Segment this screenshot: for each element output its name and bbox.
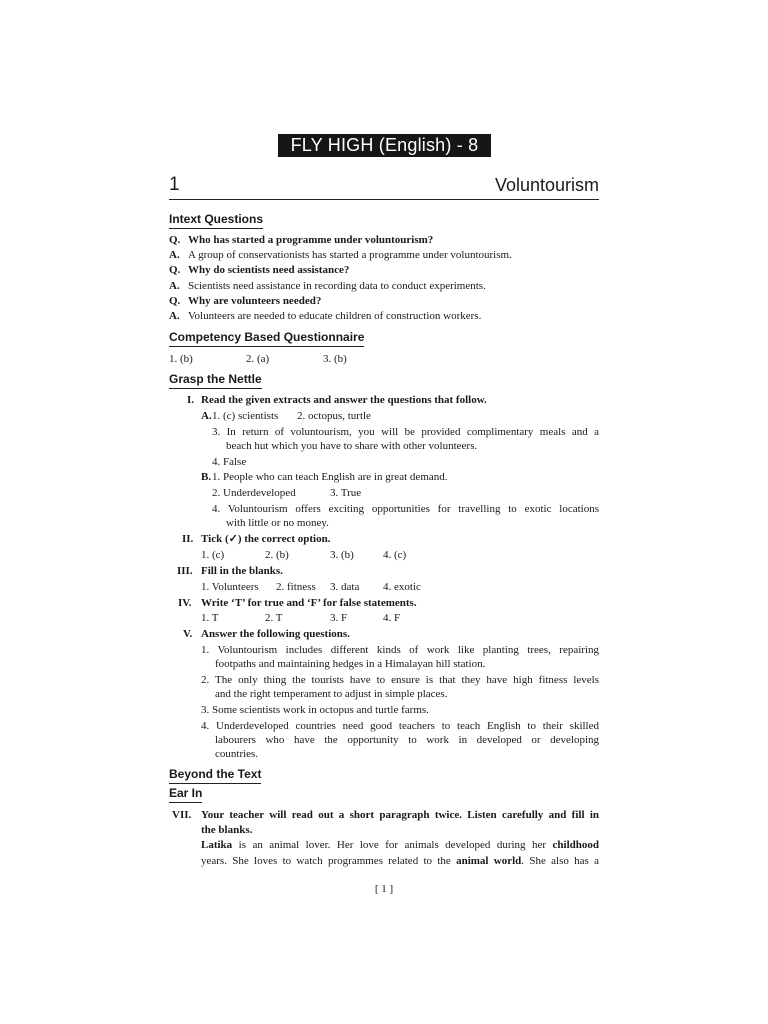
exercise-number: IV. (178, 597, 192, 609)
paragraph-line (201, 838, 599, 852)
answer-item: 4. F (383, 612, 401, 624)
answer-item: 3. In return of voluntourism, you will be provided complimentary meals and a (212, 426, 599, 438)
paragraph-text: years. She loves to watch programmes related to the (201, 855, 457, 867)
answer-continuation: beach hut which you have to share with other volunteers. (226, 440, 478, 452)
chapter-divider (169, 199, 599, 200)
qa-line (169, 248, 512, 262)
qa-tag: Q. (169, 234, 181, 246)
exercise-title: Answer the following questions. (201, 628, 350, 640)
answer-item: 1. (c) scientists (212, 410, 279, 422)
answer-item: 3. (b) (330, 549, 354, 561)
qa-tag: A. (169, 310, 180, 322)
qa-text: Who has started a programme under voluntourism? (188, 234, 434, 246)
part-label: A. (201, 410, 212, 422)
competency-answer: 1. (b) (169, 353, 193, 365)
qa-line (169, 279, 486, 293)
qa-text: A group of conservationists has started a programme under voluntourism. (188, 249, 512, 261)
answer-item: 3. True (330, 487, 362, 499)
exercise-title: Tick (✓) the correct option. (201, 533, 331, 545)
section-heading-grasp: Grasp the Nettle (169, 372, 262, 389)
chapter-title: Voluntourism (494, 175, 599, 195)
competency-answer: 2. (a) (246, 353, 270, 365)
answer-item: 4. Voluntourism offers exciting opportunities for travelling to exotic locations (212, 503, 599, 515)
section-heading-competency: Competency Based Questionnaire (169, 330, 364, 347)
qa-tag: Q. (169, 295, 181, 307)
answer-item: 2. T (265, 612, 283, 624)
chapter-number: 1 (169, 174, 180, 195)
section-heading-beyond: Beyond the Text (169, 767, 261, 784)
answer-item: 3. F (330, 612, 348, 624)
qa-line (169, 233, 433, 247)
answer-item: 4. exotic (383, 581, 421, 593)
filled-blank: animal world (456, 855, 522, 867)
exercise-number: VII. (172, 809, 192, 821)
answer-item: 4. Underdeveloped countries need good teachers to teach English to their skilled (201, 720, 599, 732)
page-number: [ 1 ] (374, 883, 394, 895)
paragraph-text: . She also has a (521, 855, 600, 867)
exercise-title-continuation: the blanks. (201, 824, 253, 836)
exercise-title: Write ‘T’ for true and ‘F’ for false statements. (201, 597, 417, 609)
section-heading-intext: Intext Questions (169, 212, 263, 229)
exercise-title: Fill in the blanks. (201, 565, 283, 577)
answer-continuation: footpaths and maintaining hedges in a Himalayan hill station. (215, 658, 486, 670)
qa-line (169, 309, 481, 323)
answer-item: 4. (c) (383, 549, 407, 561)
answer-item: 2. octopus, turtle (297, 410, 371, 422)
answer-item: 1. People who can teach English are in great demand. (212, 471, 448, 483)
qa-text: Why are volunteers needed? (188, 295, 322, 307)
exercise-number: I. (187, 394, 195, 406)
answer-item: 2. (b) (265, 549, 289, 561)
qa-text: Why do scientists need assistance? (188, 264, 350, 276)
qa-tag: Q. (169, 264, 181, 276)
filled-blank: Latika (201, 839, 233, 851)
paragraph-line (201, 854, 599, 868)
answer-item: 1. Voluntourism includes different kinds of work like planting trees, repairing (201, 644, 599, 656)
book-title-banner: FLY HIGH (English) - 8 (278, 134, 491, 157)
exercise-number: II. (182, 533, 194, 545)
answer-item: 2. fitness (276, 581, 316, 593)
answer-item: 1. Volunteers (201, 581, 259, 593)
subsection-heading-ear-in: Ear In (169, 786, 202, 803)
qa-line (169, 294, 321, 308)
qa-tag: A. (169, 249, 180, 261)
answer-item: 2. Underdeveloped (212, 487, 296, 499)
answer-continuation: countries. (215, 748, 259, 760)
qa-line (169, 263, 349, 277)
answer-item: 2. The only thing the tourists have to ensure is that they have high fitness levels (201, 674, 599, 686)
answer-item: 4. False (212, 456, 247, 468)
qa-text: Scientists need assistance in recording data to conduct experiments. (188, 280, 486, 292)
filled-blank: childhood (552, 839, 599, 851)
paragraph-text: is an animal lover. Her love for animals developed during her (232, 839, 553, 851)
exercise-number: V. (183, 628, 193, 640)
answer-item: 1. T (201, 612, 219, 624)
qa-tag: A. (169, 280, 180, 292)
answer-continuation: labourers who have the opportunity to work in developed or developing (215, 734, 599, 746)
exercise-number: III. (177, 565, 193, 577)
part-label: B. (201, 471, 212, 483)
exercise-title: Read the given extracts and answer the questions that follow. (201, 394, 487, 406)
answer-continuation: and the right temperament to adjust in simple places. (215, 688, 448, 700)
answer-item: 1. (c) (201, 549, 225, 561)
answer-item: 3. data (330, 581, 360, 593)
competency-answer: 3. (b) (323, 353, 347, 365)
exercise-title: Your teacher will read out a short paragraph twice. Listen carefully and fill in (201, 809, 599, 821)
answer-item: 3. Some scientists work in octopus and turtle farms. (201, 704, 429, 716)
answer-continuation: with little or no money. (226, 517, 329, 529)
qa-text: Volunteers are needed to educate children of construction workers. (188, 310, 482, 322)
